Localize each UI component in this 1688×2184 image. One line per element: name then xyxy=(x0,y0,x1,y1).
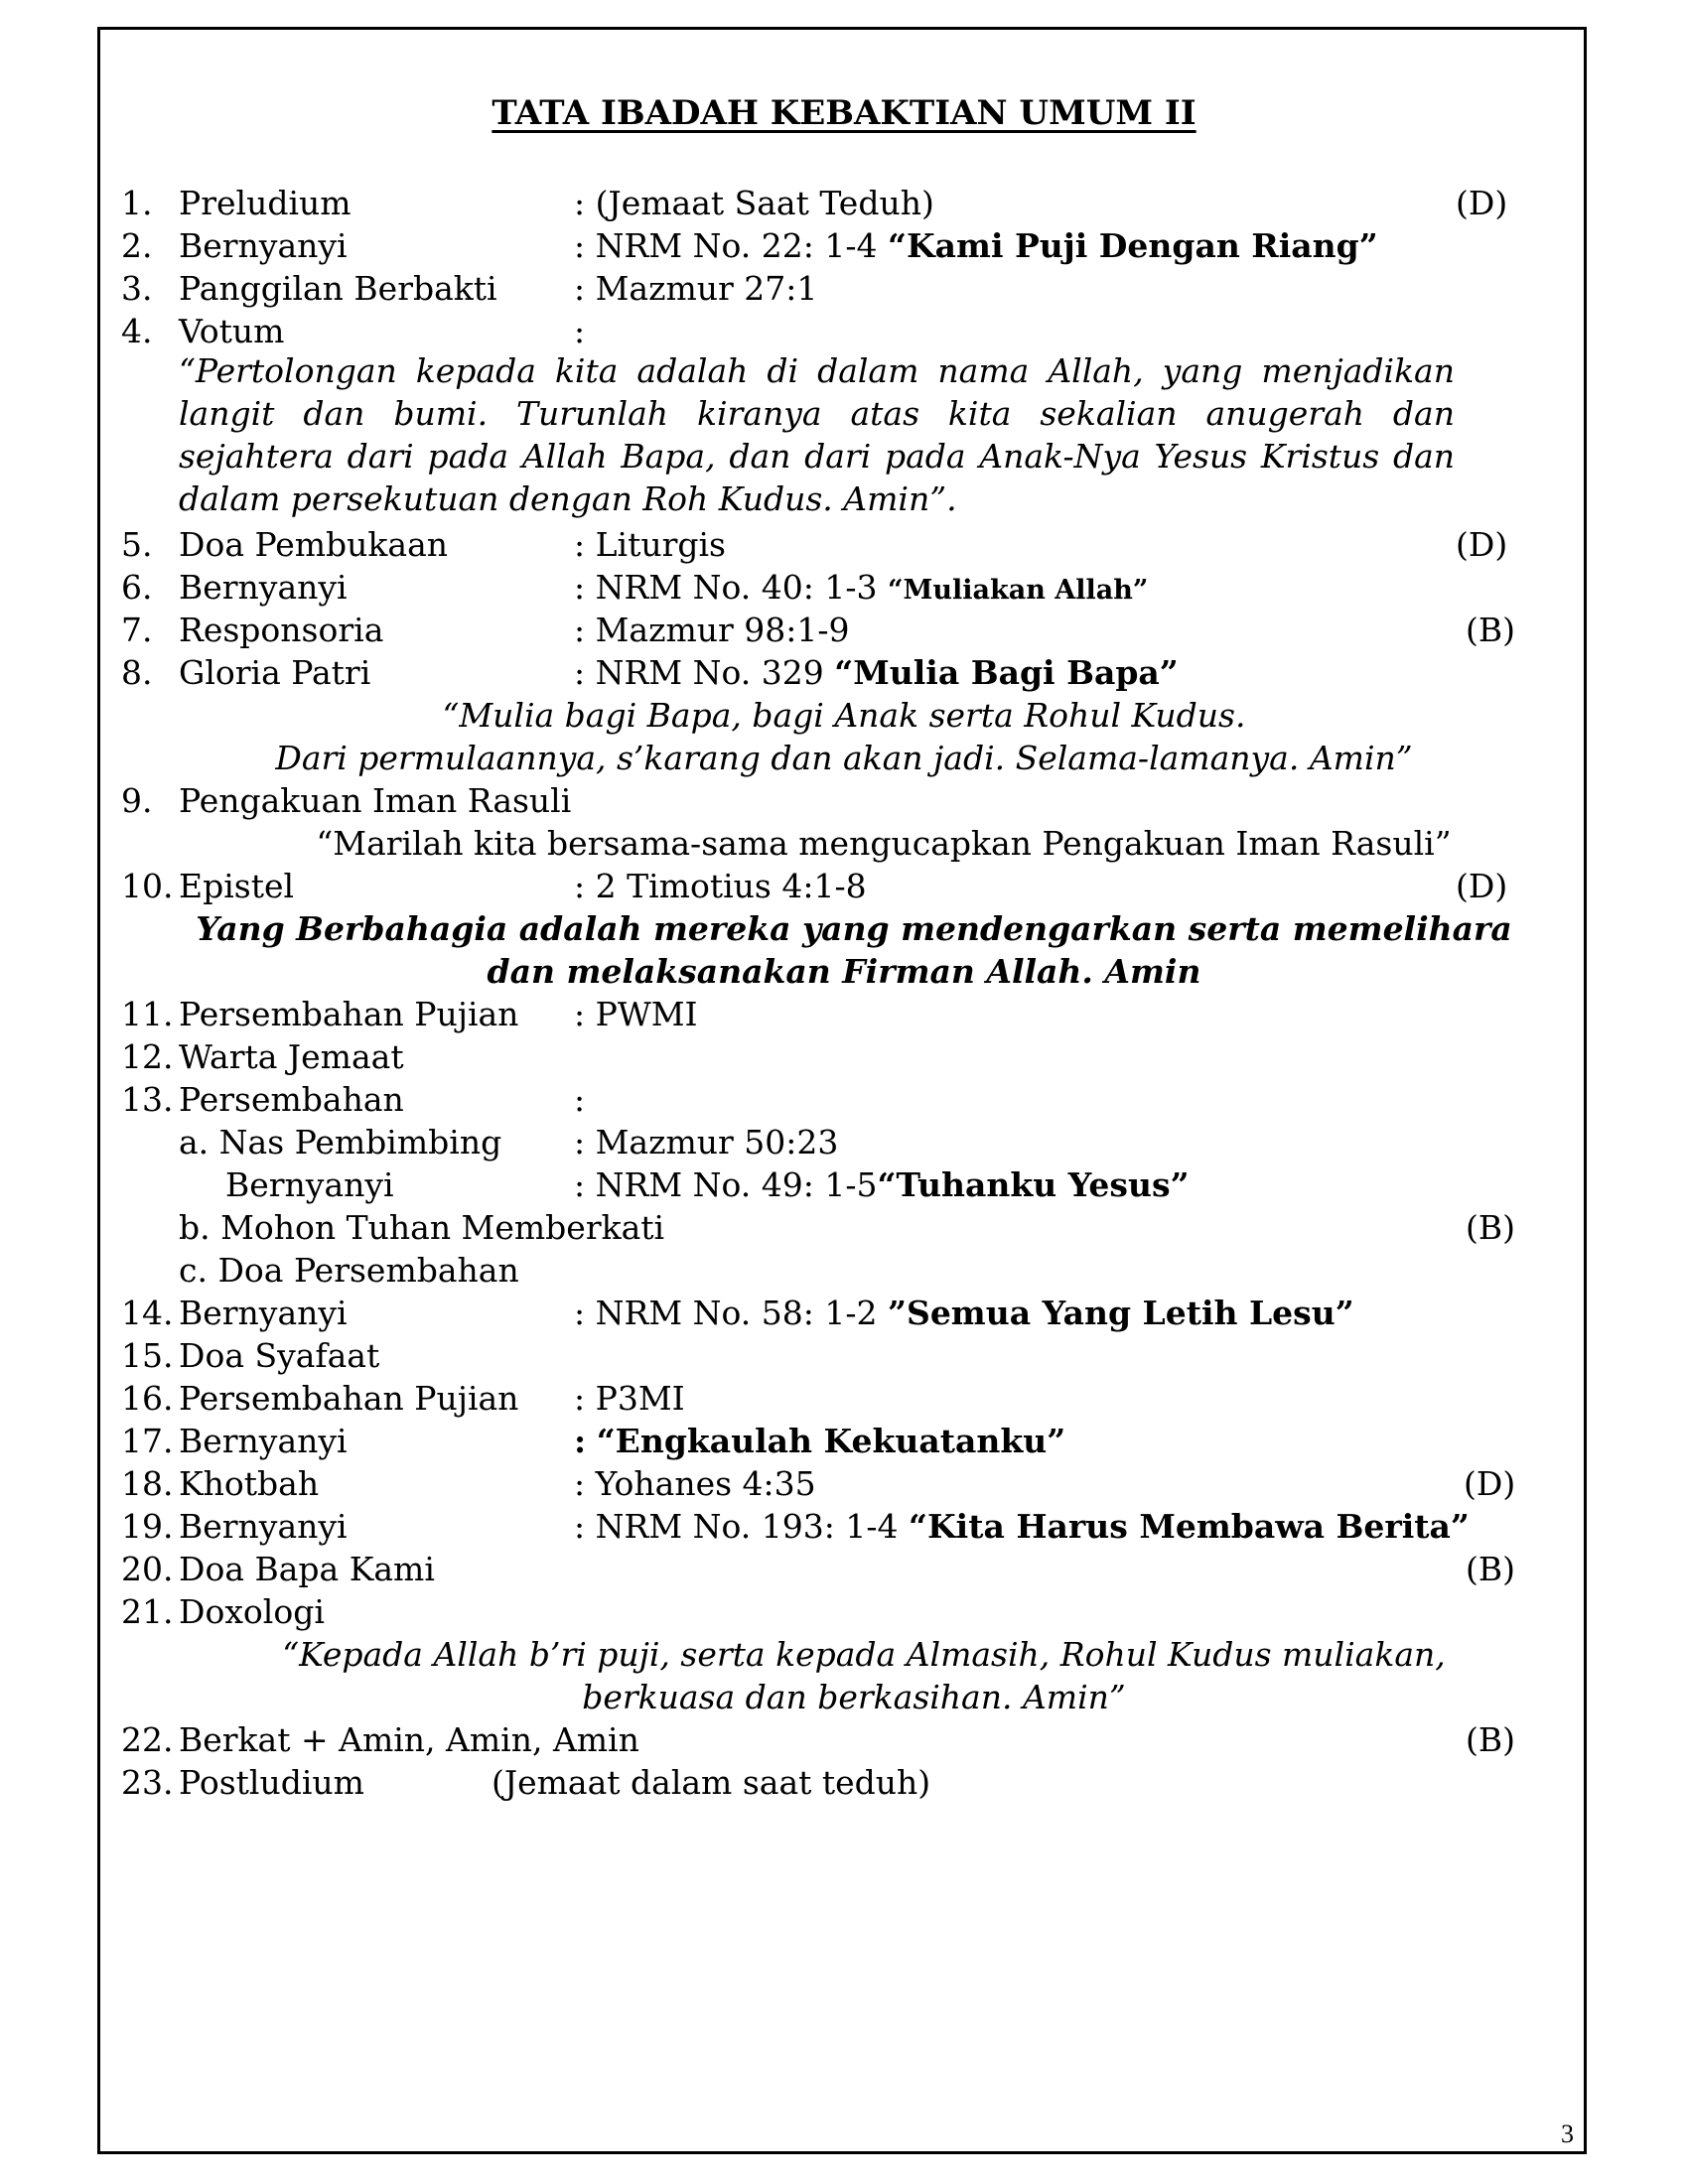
item-label: Panggilan Berbakti xyxy=(179,269,497,308)
item-label: Bernyanyi xyxy=(179,568,348,607)
sub-item-label: b. Mohon Tuhan Memberkati xyxy=(179,1208,665,1247)
song-title: “Kita Harus Membawa Berita” xyxy=(909,1507,1470,1546)
item-value: : (Jemaat Saat Teduh) xyxy=(574,184,934,222)
item-number: 21. xyxy=(121,1592,174,1631)
item-number: 15. xyxy=(121,1336,174,1375)
item-value: : “Engkaulah Kekuatanku” xyxy=(574,1422,1066,1460)
page-title: TATA IBADAH KEBAKTIAN UMUM II xyxy=(492,93,1196,133)
gloria-text: Dari permulaannya, s’karang dan akan jadi. Selama-lamanya. Amin” xyxy=(275,739,1413,777)
item-number: 11. xyxy=(121,995,174,1033)
item-label: Doa Pembukaan xyxy=(179,525,449,564)
item-label: Bernyanyi xyxy=(179,1507,348,1546)
item-value: : NRM No. 58: 1-2 ”Semua Yang Letih Lesu” xyxy=(574,1294,1354,1332)
sub-item-label: Bernyanyi xyxy=(225,1165,394,1204)
item-value: : Mazmur 50:23 xyxy=(574,1123,839,1161)
item-number: 4. xyxy=(121,312,153,350)
item-mark: (B) xyxy=(1466,1208,1515,1247)
item-number: 23. xyxy=(121,1763,174,1802)
item-number: 14. xyxy=(121,1294,174,1332)
item-label: Doxologi xyxy=(179,1592,325,1631)
item-number: 3. xyxy=(121,269,153,308)
item-number: 20. xyxy=(121,1550,174,1588)
item-value: : NRM No. 40: 1-3 “Muliakan Allah” xyxy=(574,568,1149,607)
item-label: Khotbah xyxy=(179,1464,320,1503)
item-value: : Mazmur 27:1 xyxy=(574,269,818,308)
song-title: “Muliakan Allah” xyxy=(888,575,1149,606)
item-label: Berkat + Amin, Amin, Amin xyxy=(179,1720,639,1759)
item-label: Preludium xyxy=(179,184,352,222)
item-number: 9. xyxy=(121,781,153,820)
creed-invitation: “Marilah kita bersama-sama mengucapkan Pengakuan Iman Rasuli” xyxy=(316,824,1452,863)
item-value: : 2 Timotius 4:1-8 xyxy=(574,867,867,905)
sub-item-label: c. Doa Persembahan xyxy=(179,1251,519,1290)
votum-text: “Pertolongan kepada kita adalah di dalam nama Allah, yang menjadikan langit dan bumi. Turunlah kiranya atas kita sekalian anugerah dan sejahtera dari pada Allah Bapa, dan dari pada Anak-Nya Yesus Kristus dan dalam persekutuan dengan Roh Kudus. Amin”. xyxy=(179,351,1455,518)
item-number: 5. xyxy=(121,525,153,564)
sub-item-label: a. Nas Pembimbing xyxy=(179,1123,502,1161)
item-mark: (B) xyxy=(1466,611,1515,649)
item-number: 2. xyxy=(121,226,153,265)
doxology-text: berkuasa dan berkasihan. Amin” xyxy=(582,1678,1126,1716)
doxology-text: “Kepada Allah b’ri puji, serta kepada Almasih, Rohul Kudus muliakan, xyxy=(282,1635,1446,1674)
item-mark: (D) xyxy=(1456,867,1508,905)
item-number: 6. xyxy=(121,568,153,607)
item-label: Persembahan Pujian xyxy=(179,1379,519,1418)
song-title: “Mulia Bagi Bapa” xyxy=(834,653,1179,692)
item-value: : xyxy=(574,1080,586,1119)
item-value: : NRM No. 329 “Mulia Bagi Bapa” xyxy=(574,653,1179,692)
item-label: Warta Jemaat xyxy=(179,1037,404,1076)
blessing-text: dan melaksanakan Firman Allah. Amin xyxy=(487,952,1201,991)
item-number: 19. xyxy=(121,1507,174,1546)
item-label: Persembahan Pujian xyxy=(179,995,519,1033)
item-number: 12. xyxy=(121,1037,174,1076)
item-label: Bernyanyi xyxy=(179,1294,348,1332)
item-value: : xyxy=(574,312,586,350)
item-label: Responsoria xyxy=(179,611,384,649)
item-label: Bernyanyi xyxy=(179,226,348,265)
item-mark: (D) xyxy=(1464,1464,1516,1503)
item-label: Postludium xyxy=(179,1763,364,1802)
item-value: : Liturgis xyxy=(574,525,726,564)
item-value: : NRM No. 22: 1-4 “Kami Puji Dengan Riang” xyxy=(574,226,1378,265)
item-value: : Mazmur 98:1-9 xyxy=(574,611,850,649)
item-value: : PWMI xyxy=(574,995,698,1033)
item-label: Votum xyxy=(179,312,285,350)
item-value: (Jemaat dalam saat teduh) xyxy=(492,1763,931,1802)
item-value: : NRM No. 49: 1-5“Tuhanku Yesus” xyxy=(574,1165,1190,1204)
item-label: Persembahan xyxy=(179,1080,404,1119)
item-mark: (D) xyxy=(1456,184,1508,222)
song-title: “Tuhanku Yesus” xyxy=(877,1165,1190,1204)
song-title: “Kami Puji Dengan Riang” xyxy=(888,226,1378,265)
item-number: 16. xyxy=(121,1379,174,1418)
item-number: 13. xyxy=(121,1080,174,1119)
item-number: 8. xyxy=(121,653,153,692)
blessing-text: Yang Berbahagia adalah mereka yang mendengarkan serta memelihara xyxy=(196,909,1512,948)
item-value: : NRM No. 193: 1-4 “Kita Harus Membawa Berita” xyxy=(574,1507,1470,1546)
item-number: 22. xyxy=(121,1720,174,1759)
item-number: 18. xyxy=(121,1464,174,1503)
song-title: ”Semua Yang Letih Lesu” xyxy=(888,1294,1354,1332)
item-number: 17. xyxy=(121,1422,174,1460)
item-label: Pengakuan Iman Rasuli xyxy=(179,781,572,820)
item-label: Bernyanyi xyxy=(179,1422,348,1460)
item-label: Epistel xyxy=(179,867,295,905)
song-title: “Engkaulah Kekuatanku” xyxy=(596,1422,1066,1460)
item-value: : Yohanes 4:35 xyxy=(574,1464,816,1503)
item-label: Gloria Patri xyxy=(179,653,371,692)
item-mark: (B) xyxy=(1466,1720,1515,1759)
item-number: 10. xyxy=(121,867,174,905)
item-label: Doa Syafaat xyxy=(179,1336,380,1375)
item-value: : P3MI xyxy=(574,1379,685,1418)
page-number: 3 xyxy=(1561,2119,1574,2148)
item-number: 7. xyxy=(121,611,153,649)
gloria-text: “Mulia bagi Bapa, bagi Anak serta Rohul Kudus. xyxy=(442,696,1246,735)
item-number: 1. xyxy=(121,184,153,222)
item-mark: (B) xyxy=(1466,1550,1515,1588)
item-mark: (D) xyxy=(1456,525,1508,564)
item-label: Doa Bapa Kami xyxy=(179,1550,435,1588)
